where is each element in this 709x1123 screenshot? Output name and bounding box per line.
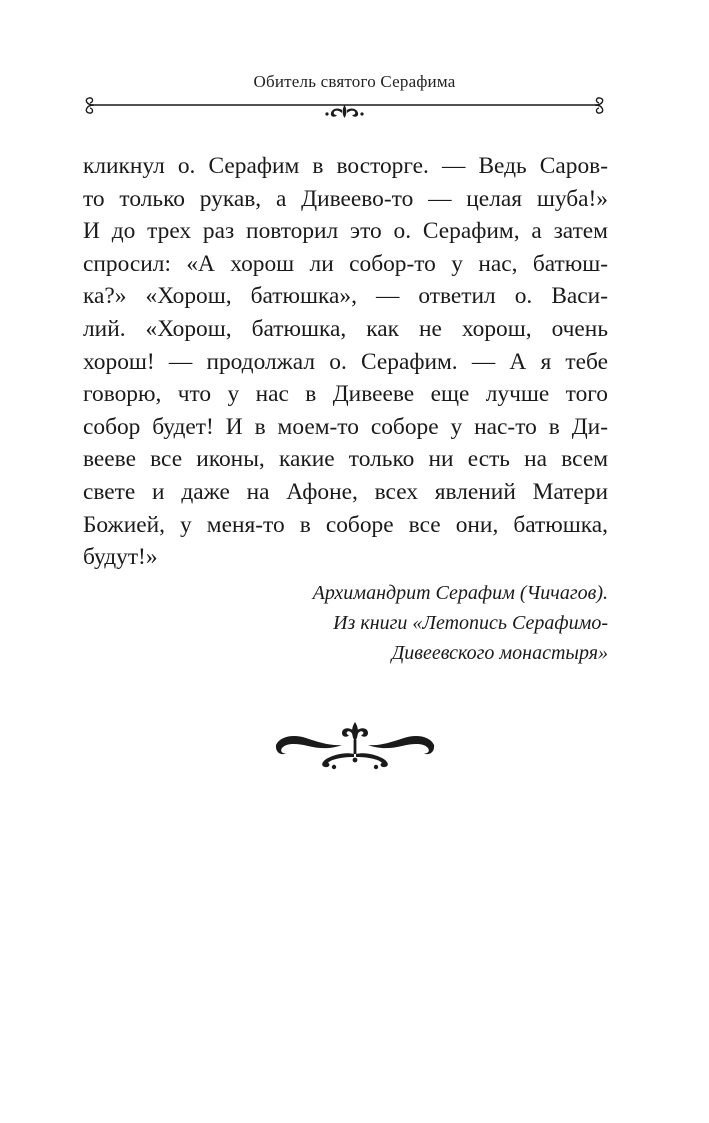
attribution <box>188 578 608 668</box>
body-line: И до трех раз повторил это о. Серафим, а затем <box>83 218 608 245</box>
attribution-author: Архимандрит Серафим (Чичагов). <box>312 582 608 604</box>
ornamental-tailpiece-icon <box>270 718 440 774</box>
body-line: кликнул о. Серафим в восторге. — Ведь Саров- <box>83 153 608 179</box>
running-head-title: Обитель святого Серафима <box>253 72 456 91</box>
body-line: лий. «Хорош, батюшка, как не хорош, очень <box>83 315 608 342</box>
body-line: хорош! — продолжал о. Серафим. — А я тебе <box>83 348 608 375</box>
body-paragraph <box>83 150 608 574</box>
body-line: спросил: «А хорош ли собор-то у нас, батюш- <box>83 250 608 277</box>
body-line: вееве все иконы, какие только ни есть на всем <box>83 446 608 473</box>
fleuron-rule-icon <box>80 96 609 122</box>
body-line: Божией, у меня-то в соборе все они, батюшка, <box>83 511 608 538</box>
attribution-source: Из книги «Летопись Серафимо- <box>333 612 608 634</box>
body-line: будут!» <box>83 544 158 571</box>
body-line: собор будет! И в моем-то соборе у нас-то в Ди- <box>83 413 608 440</box>
body-line: ка?» «Хорош, батюшка», — ответил о. Васи- <box>83 283 608 310</box>
body-line: говорю, что у нас в Дивееве еще лучше того <box>83 381 608 408</box>
body-line: свете и даже на Афоне, всех явлений Матери <box>83 478 608 505</box>
attribution-source-cont: Дивеевского монастыря» <box>391 642 608 664</box>
body-line: то только рукав, а Дивеево-то — целая шуба!» <box>83 185 608 212</box>
